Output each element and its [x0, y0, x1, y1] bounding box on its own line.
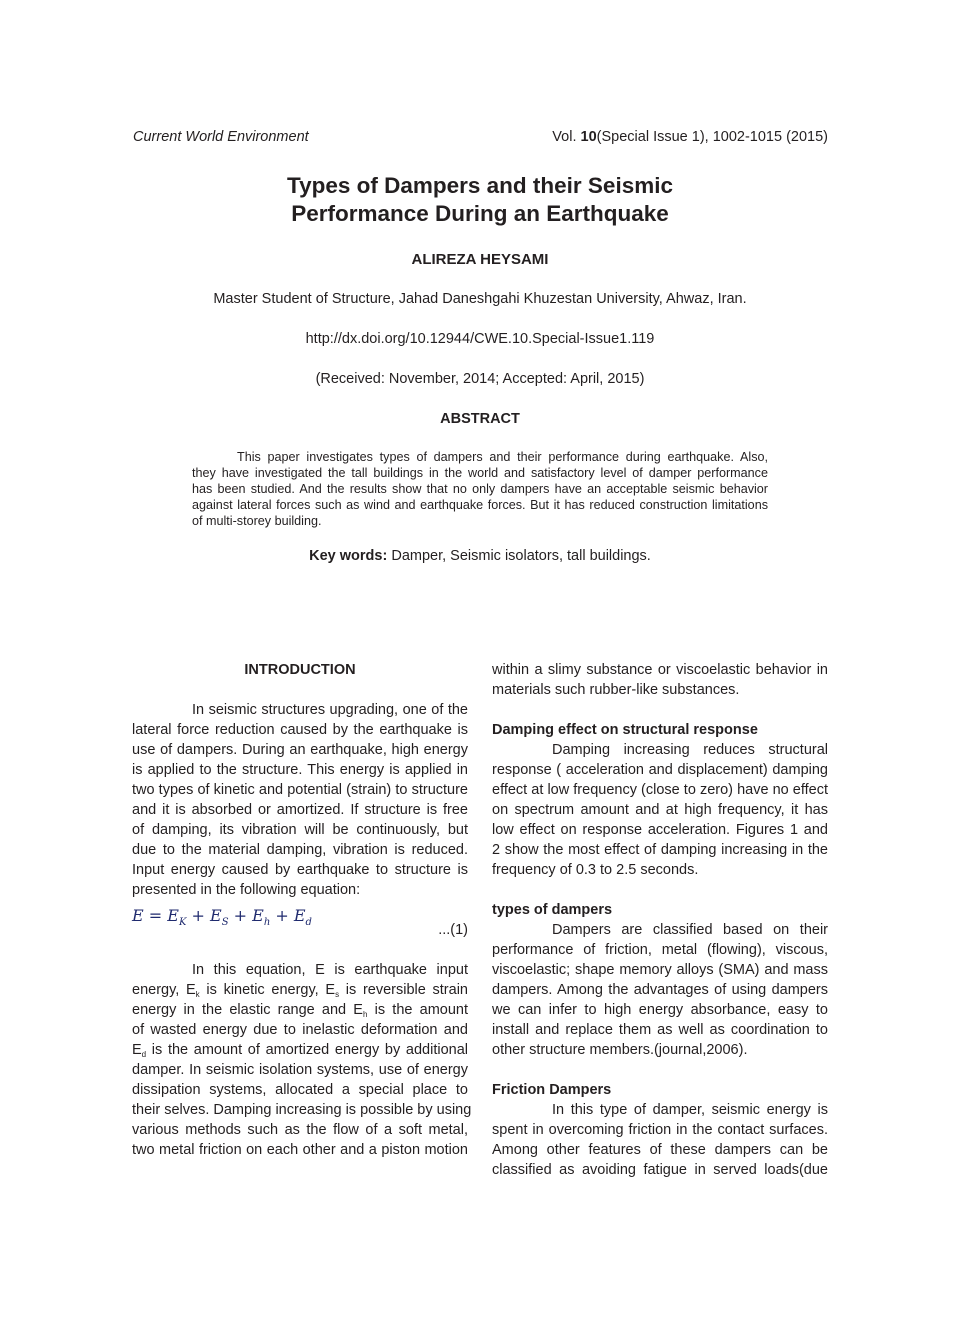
text-line: frequency of 0.3 to 2.5 seconds. — [492, 862, 699, 878]
title-line: Types of Dampers and their Seismic — [287, 173, 673, 198]
text-line: on spectrum amount and at high frequency, it has — [492, 802, 828, 818]
equation-term: + E — [228, 906, 264, 925]
section-heading: INTRODUCTION — [244, 662, 356, 678]
text-line: against lateral forces such as wind and earthquake forces. But it has reduced construction limitations — [192, 498, 768, 512]
section-heading: Friction Dampers — [492, 1082, 612, 1098]
equation-subscript: d — [305, 917, 312, 929]
text-line: install and replace them as well as coordination to — [492, 1022, 828, 1038]
paragraph — [492, 740, 828, 880]
text-segment: energy, E — [132, 982, 196, 998]
paper-title — [0, 172, 960, 228]
text-line: and it is absorbed or amortized. If structure is free — [132, 802, 468, 818]
text-line: viscoelastic; shape memory alloys (SMA) and mass — [492, 962, 828, 978]
text-line: damper. In seismic isolation systems, use of energy — [132, 1062, 468, 1078]
keywords — [0, 548, 960, 564]
text-line: has been studied. And the results show that no only dampers have an acceptable seismic behavior — [192, 482, 768, 496]
equation-subscript: S — [221, 917, 229, 929]
left-column — [132, 660, 472, 1180]
text-line: 2 show the most effect of damping increasing in the — [492, 842, 828, 858]
keywords-label: Key words: — [309, 548, 388, 564]
text-line: we can infer to high energy absorbance, easy to — [492, 1002, 828, 1018]
title-line: Performance During an Earthquake — [291, 201, 669, 226]
subscript: d — [141, 1050, 147, 1059]
subscript: s — [335, 990, 340, 999]
text-segment: is reversible strain — [339, 982, 468, 998]
text-line: spent in overcoming friction in the contact surfaces. — [492, 1122, 828, 1138]
paragraph — [492, 1100, 828, 1180]
text-line: various methods such as the flow of a soft metal, — [132, 1122, 468, 1138]
volume-number: 10 — [580, 129, 597, 145]
text-line: performance of friction, metal (flowing), viscous, — [492, 942, 828, 958]
volume-suffix: (Special Issue 1), 1002-1015 (2015) — [596, 129, 828, 145]
text-line: dissipation systems, allocated a special place to — [132, 1082, 468, 1098]
text-segment: is the amount — [367, 1002, 469, 1018]
volume-info — [552, 129, 828, 145]
equation-subscript: h — [263, 917, 271, 929]
text-line — [132, 1000, 468, 1020]
text-line: In seismic structures upgrading, one of the — [192, 702, 468, 718]
text-line: within a slimy substance or viscoelastic behavior in — [492, 662, 828, 678]
text-segment: energy in the elastic range and E — [132, 1002, 363, 1018]
subscript: h — [362, 1010, 368, 1019]
text-line: materials such rubber-like substances. — [492, 682, 740, 698]
text-line: In this equation, E is earthquake input — [192, 962, 468, 978]
right-column — [492, 660, 828, 1200]
section-heading: Damping effect on structural response — [492, 722, 758, 738]
journal-name: Current World Environment — [133, 129, 309, 145]
text-line — [132, 1040, 468, 1060]
text-segment: E — [132, 1042, 142, 1058]
volume-prefix: Vol. — [552, 129, 581, 145]
subscript: k — [195, 990, 200, 999]
text-line: they have investigated the tall buildings in the world and satisfactory level of damper performance — [192, 466, 768, 480]
paragraph — [132, 960, 472, 1160]
text-line: low effect on response acceleration. Figures 1 and — [492, 822, 828, 838]
text-line: effect at low frequency (close to zero) have no effect — [492, 782, 828, 798]
text-line: their selves. Damping increasing is possible by using — [132, 1102, 472, 1118]
equation-term: E = E — [132, 906, 179, 925]
text-line: presented in the following equation: — [132, 882, 361, 898]
text-line: due to the material damping, vibration is reduced. — [132, 842, 468, 858]
text-line: In this type of damper, seismic energy is — [552, 1102, 828, 1118]
text-line: of multi-storey building. — [192, 514, 322, 528]
equation-number: ...(1) — [438, 922, 468, 938]
equation-formula — [132, 906, 312, 933]
text-line: of wasted energy due to inelastic deformation and — [132, 1022, 468, 1038]
paragraph — [492, 920, 828, 1060]
text-line: lateral force reduction caused by the earthquake is — [132, 722, 468, 738]
abstract-body — [192, 449, 768, 529]
text-line: other structure members.(journal,2006). — [492, 1042, 748, 1058]
text-line: two types of kinetic and potential (strain) to structure — [132, 782, 468, 798]
keywords-text: Damper, Seismic isolators, tall buildings. — [387, 548, 651, 564]
abstract-heading: ABSTRACT — [440, 411, 520, 427]
dates: (Received: November, 2014; Accepted: April, 2015) — [315, 371, 645, 387]
text-line: Among other features of these dampers can be — [492, 1142, 828, 1158]
paragraph — [492, 660, 828, 700]
equation-term: + E — [186, 906, 222, 925]
text-line — [132, 980, 468, 1000]
text-segment: is the amount of amortized energy by additional — [146, 1042, 468, 1058]
text-line: Dampers are classified based on their — [552, 922, 828, 938]
paragraph — [132, 700, 468, 900]
text-line: classified as avoiding fatigue in served loads(due — [492, 1162, 828, 1178]
text-line: dampers. Among the advantages of using dampers — [492, 982, 828, 998]
text-line: is applied to the structure. This energy is applied in — [132, 762, 468, 778]
text-line: of damping, its vibration will be continuously, but — [132, 822, 468, 838]
affiliation: Master Student of Structure, Jahad Daneshgahi Khuzestan University, Ahwaz, Iran. — [213, 291, 747, 307]
text-line: response ( acceleration and displacement) damping — [492, 762, 828, 778]
text-line: Damping increasing reduces structural — [552, 742, 828, 758]
text-line: This paper investigates types of dampers and their performance during earthquake. Also, — [237, 450, 768, 464]
author: ALIREZA HEYSAMI — [411, 251, 549, 268]
equation-subscript: K — [178, 917, 187, 929]
text-segment: is kinetic energy, E — [199, 982, 336, 998]
section-heading: types of dampers — [492, 902, 613, 918]
equation-1 — [132, 900, 468, 940]
doi-link[interactable]: http://dx.doi.org/10.12944/CWE.10.Special-Issue1.119 — [305, 331, 655, 347]
equation-term: + E — [270, 906, 306, 925]
text-line: two metal friction on each other and a piston motion — [132, 1142, 468, 1158]
text-line: use of dampers. During an earthquake, high energy — [132, 742, 468, 758]
text-line: Input energy caused by earthquake to structure is — [132, 862, 468, 878]
